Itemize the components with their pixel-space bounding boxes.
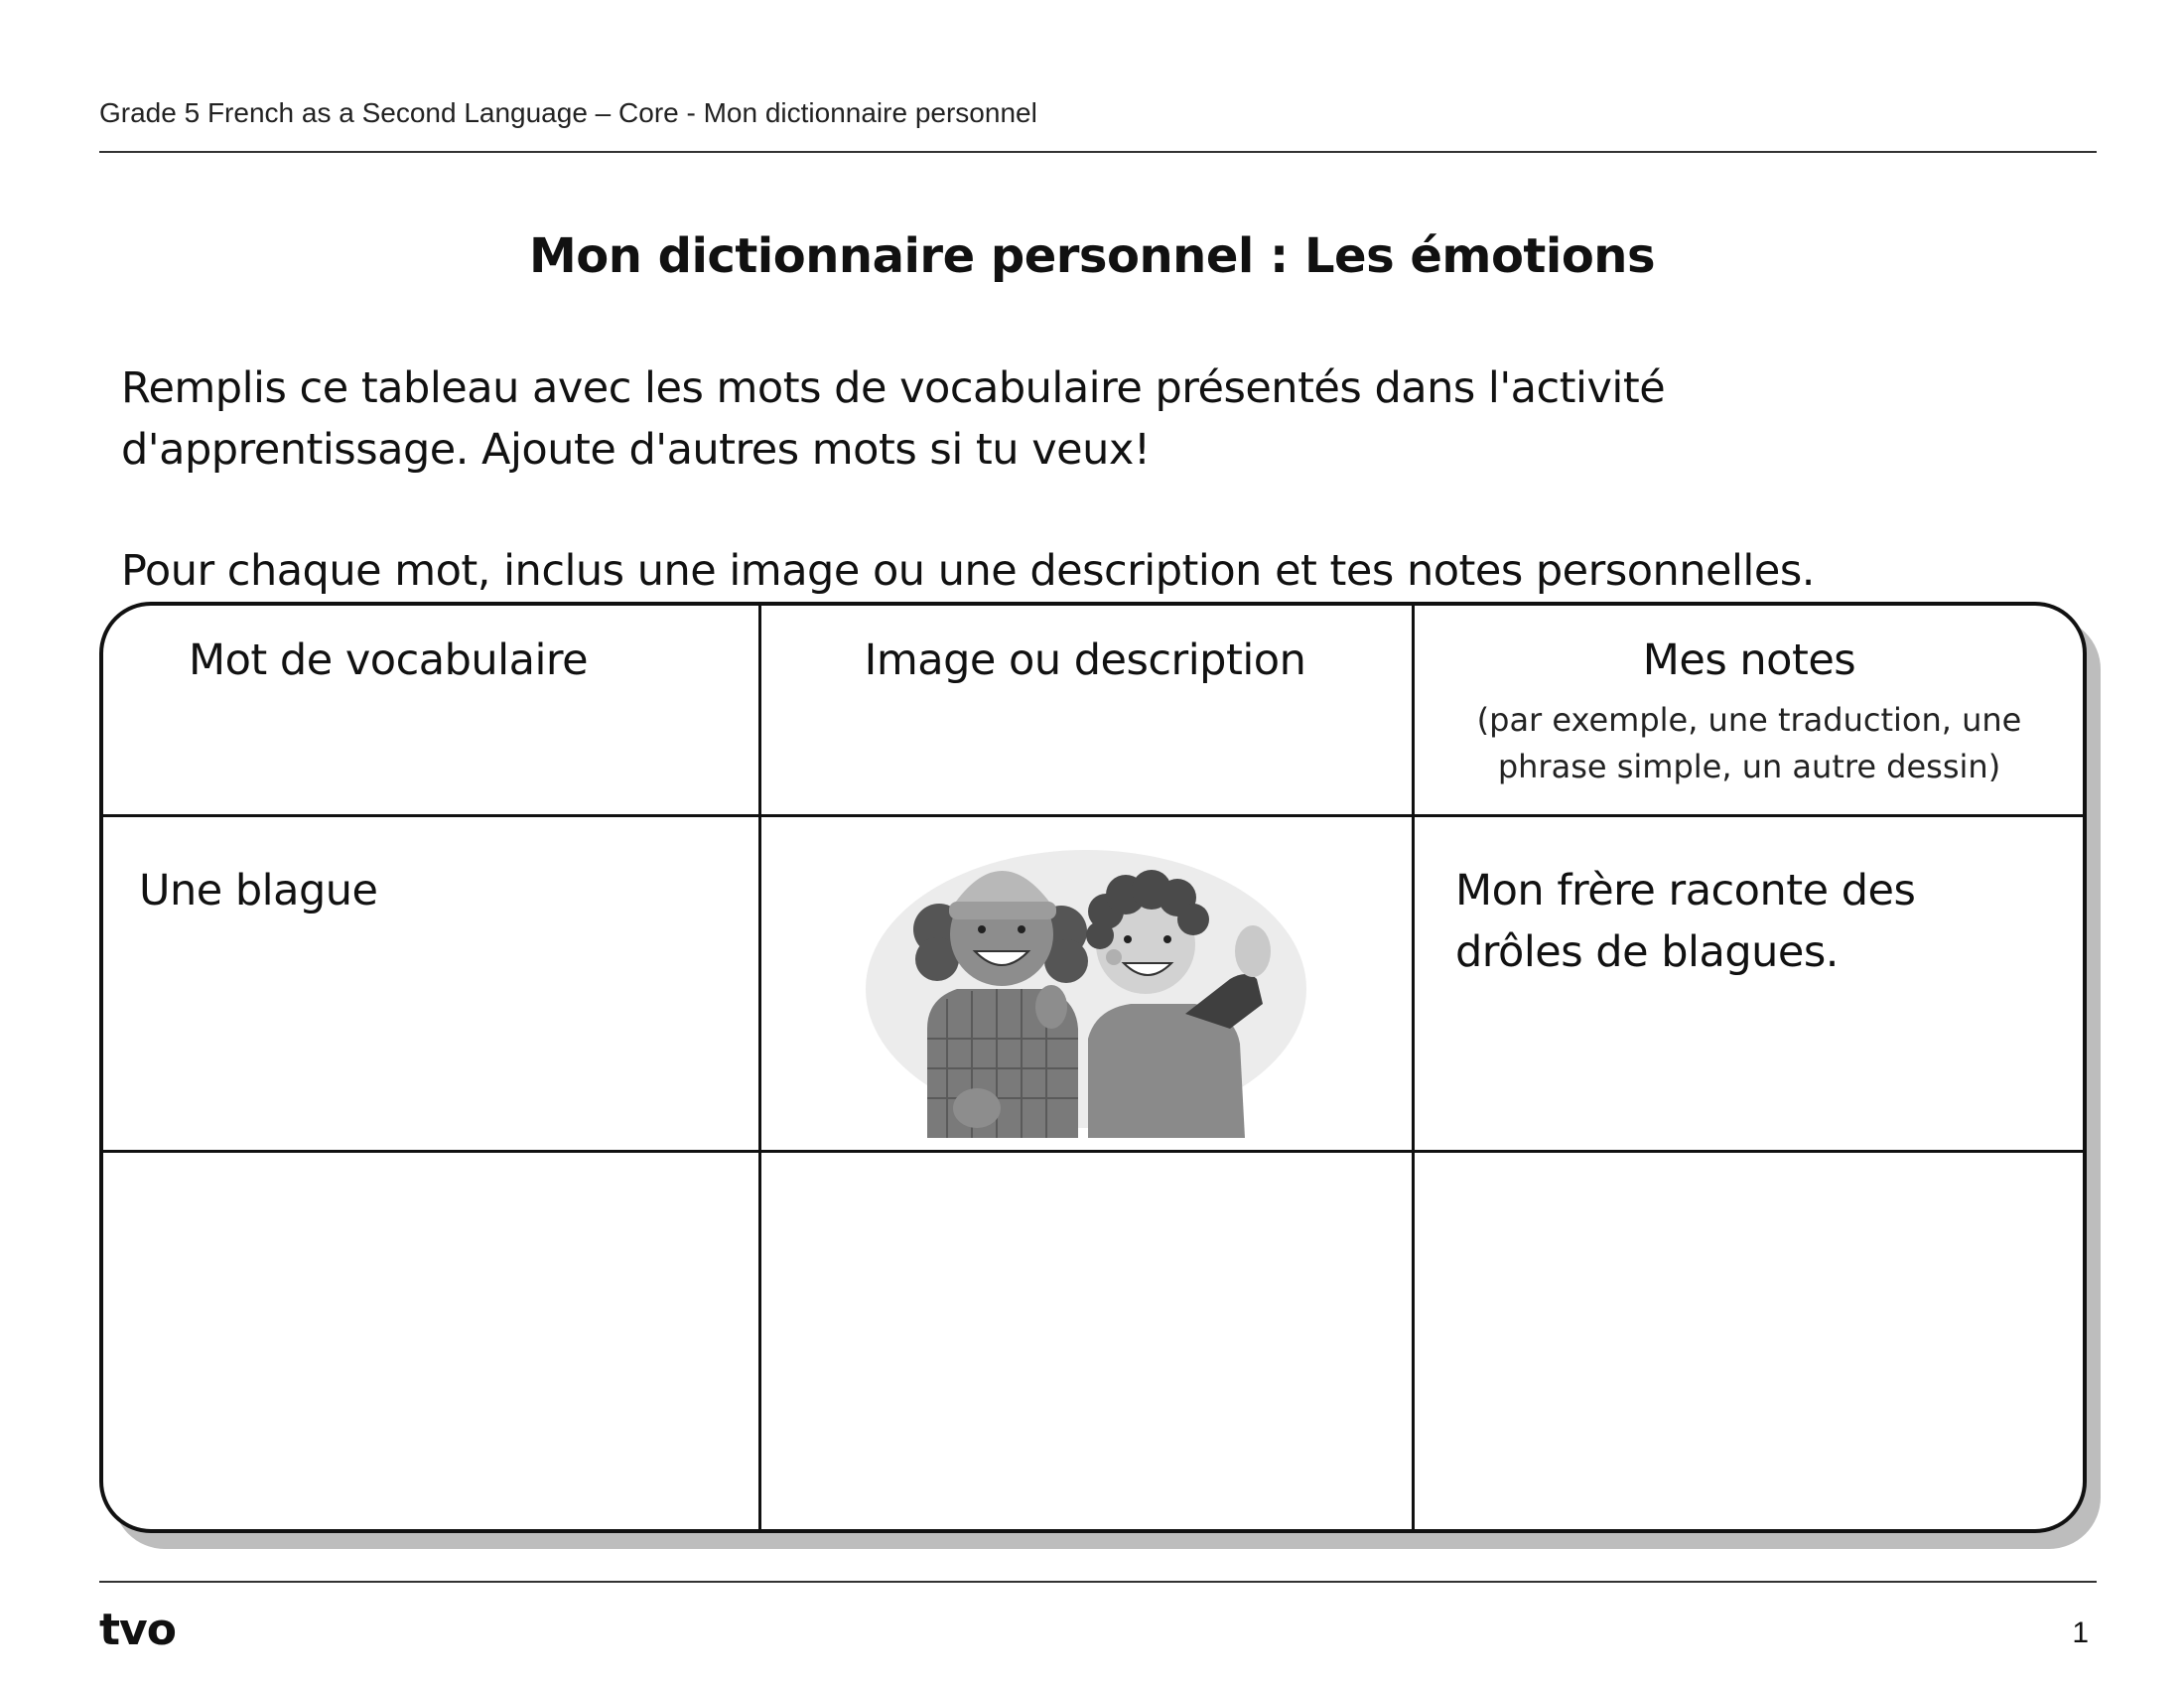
vocabulary-table (99, 602, 2087, 1533)
notes-hint-line-2: phrase simple, un autre dessin) (1497, 748, 2001, 785)
column-header-image: Image ou description (864, 635, 1306, 685)
column-header-word: Mot de vocabulaire (189, 635, 589, 685)
row-divider-2 (103, 1150, 2083, 1153)
row-1-note-line-2: drôles de blagues. (1455, 927, 1839, 977)
tvo-logo: tvo (99, 1605, 176, 1655)
two-kids-laughing-illustration (858, 840, 1314, 1138)
instructions-paragraph-2: Pour chaque mot, inclus une image ou une description et tes notes personnelles. (121, 546, 1815, 596)
page-number: 1 (2072, 1617, 2089, 1649)
column-header-notes: Mes notes (1642, 635, 1856, 685)
page-title: Mon dictionnaire personnel : Les émotions (528, 228, 1656, 284)
row-divider-1 (103, 814, 2083, 817)
document-header: Grade 5 French as a Second Language – Core - Mon dictionnaire personnel (99, 97, 1037, 128)
header-rule (99, 151, 2097, 153)
column-divider-1 (758, 606, 761, 1529)
row-1-word: Une blague (139, 866, 378, 915)
footer-rule (99, 1581, 2097, 1583)
instructions-line-1: Remplis ce tableau avec les mots de vocabulaire présentés dans l'activité (121, 363, 1666, 413)
notes-hint-line-1: (par exemple, une traduction, une (1476, 701, 2022, 739)
instructions (121, 357, 2007, 602)
row-1-note-line-1: Mon frère raconte des (1455, 866, 1916, 915)
row-1-note (1455, 860, 2011, 983)
instructions-line-2: d'apprentissage. Ajoute d'autres mots si tu veux! (121, 425, 1151, 475)
girl-figure (913, 871, 1088, 1138)
column-header-notes-hint (1412, 697, 2087, 790)
instructions-paragraph-1 (121, 357, 2007, 481)
